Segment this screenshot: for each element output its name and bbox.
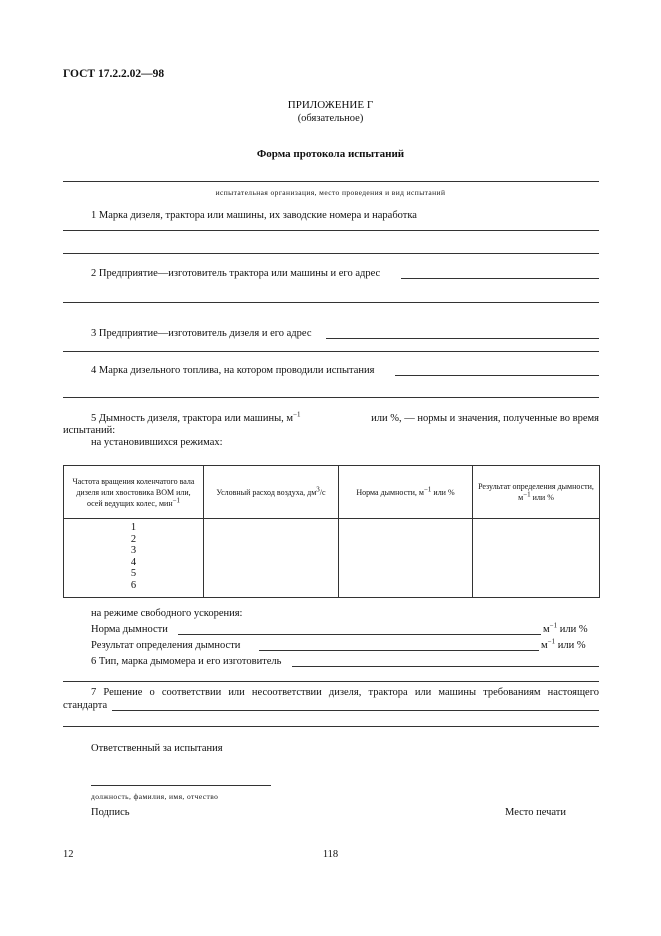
position-caption: должность, фамилия, имя, отчество — [91, 792, 219, 801]
mode-number: 5 — [130, 568, 137, 580]
mode-number: 1 — [130, 522, 137, 533]
result-label: Результат определения дымности — [91, 640, 241, 651]
item-5-line-1 — [91, 412, 599, 425]
header-cell-result: Результат определения дымности, $м^{-1}$ или % — [473, 466, 600, 519]
mode-number: 3 — [130, 545, 137, 557]
item-4-text: 4 Марка дизельного топлива, на котором проводили испытания — [91, 365, 375, 376]
results-table — [63, 465, 600, 598]
norm-label: Норма дымности — [91, 624, 168, 635]
norm-fill — [178, 634, 541, 635]
item-5-line-2: испытаний: — [63, 425, 116, 436]
steady-modes-label: на установившихся режимах: — [91, 437, 223, 448]
item-1-text: 1 Марка дизеля, трактора или машины, их заводские номера и наработка — [91, 210, 417, 221]
header-cell-rpm: Частота вращения коленчатого вала дизеля или хвостовика ВОМ или, осей ведущих колес, мин$^{-1}$ — [64, 466, 204, 519]
table-cell-result — [473, 519, 600, 598]
item-4-fill — [395, 375, 599, 376]
item-5-sup: −1 — [293, 410, 301, 419]
item-7-line — [63, 726, 599, 727]
item-7-fill — [112, 710, 599, 711]
seal-label: Место печати — [505, 807, 567, 818]
org-caption: испытательная организация, место проведения и вид испытаний — [215, 188, 446, 197]
free-accel-title: на режиме свободного ускорения: — [91, 608, 243, 619]
item-4-line — [63, 397, 599, 398]
item-2-line — [63, 302, 599, 303]
item-1-line-a — [63, 230, 599, 231]
item-7-line-2: стандарта — [63, 700, 108, 711]
item-5-text-b: или %, — нормы и значения, полученные во время — [371, 413, 599, 424]
document-code: ГОСТ 17.2.2.02—98 — [63, 68, 165, 80]
item-3-line — [63, 351, 599, 352]
table-cell-modes — [64, 519, 204, 598]
responsible-label: Ответственный за испытания — [91, 743, 223, 754]
appendix-subtitle: (обязательное) — [297, 113, 364, 124]
mode-number: 2 — [130, 533, 137, 545]
item-6-fill — [292, 666, 599, 667]
item-6-text: 6 Тип, марка дымомера и его изготовитель — [91, 656, 282, 667]
item-1-line-b — [63, 253, 599, 254]
item-2-text: 2 Предприятие—изготовитель трактора или машины и его адрес — [91, 268, 381, 279]
result-unit: $м^{-1}$ или % — [541, 637, 586, 651]
table-cell-airflow — [204, 519, 339, 598]
form-title: Форма протокола испытаний — [256, 148, 405, 160]
table-row — [64, 519, 600, 598]
header-cell-airflow: Условный расход воздуха, $дм^3/с$ — [204, 466, 339, 519]
item-5-text-a: 5 Дымность дизеля, трактора или машины, м — [91, 413, 294, 424]
table-header-row — [64, 466, 600, 519]
table-cell-norm — [339, 519, 473, 598]
page-number-left: 12 — [63, 849, 74, 860]
item-2-fill — [401, 278, 599, 279]
item-7-line-1: 7 Решение о соответствии или несоответствии дизеля, трактора или машины требованиям настоящего — [91, 687, 599, 698]
item-3-text: 3 Предприятие—изготовитель дизеля и его адрес — [91, 328, 312, 339]
mode-number: 6 — [130, 579, 137, 591]
appendix-title: ПРИЛОЖЕНИЕ Г — [287, 99, 374, 111]
header-cell-norm: Норма дымности, $м^{-1}$ или % — [339, 466, 473, 519]
page-number-center: 118 — [322, 849, 339, 860]
mode-number: 4 — [130, 556, 137, 568]
result-fill — [259, 650, 539, 651]
signature-label: Подпись — [91, 807, 130, 818]
item-6-line — [63, 681, 599, 682]
norm-unit: $м^{-1}$ или % — [543, 621, 588, 635]
position-line — [91, 785, 271, 786]
item-3-fill — [326, 338, 599, 339]
org-line — [63, 181, 599, 182]
